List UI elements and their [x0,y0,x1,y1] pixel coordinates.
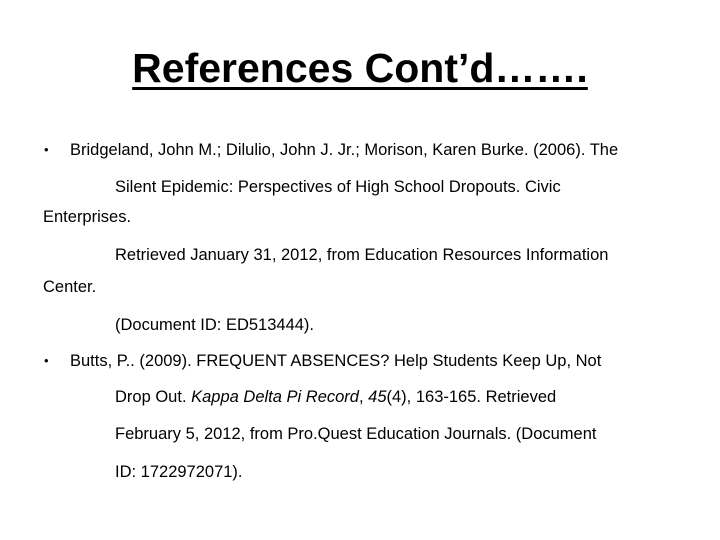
reference-line: February 5, 2012, from Pro.Quest Education Journals. (Document [115,425,597,443]
reference-line: Bridgeland, John M.; Dilulio, John J. Jr.; Morison, Karen Burke. (2006). The [70,141,619,159]
reference-line: Enterprises. [43,208,132,226]
bullet-marker: • [44,353,49,368]
reference-text: , [358,388,369,406]
journal-volume: 45 [368,388,387,406]
reference-line: (Document ID: ED513444). [115,316,315,334]
reference-text: (4), 163-165. Retrieved [386,388,557,406]
slide-title: References Cont’d……. [132,45,588,91]
reference-line: Silent Epidemic: Perspectives of High School Dropouts. Civic [115,178,561,196]
reference-line: Retrieved January 31, 2012, from Education Resources Information [115,246,609,264]
reference-line: Butts, P.. (2009). FREQUENT ABSENCES? Help Students Keep Up, Not [70,352,602,370]
reference-line: Center. [43,278,97,296]
journal-title: Kappa Delta Pi Record [191,388,359,406]
reference-line [115,387,556,407]
reference-text: Drop Out. [115,388,192,406]
reference-line: ID: 1722972071). [115,463,243,481]
bullet-marker: • [44,142,49,157]
